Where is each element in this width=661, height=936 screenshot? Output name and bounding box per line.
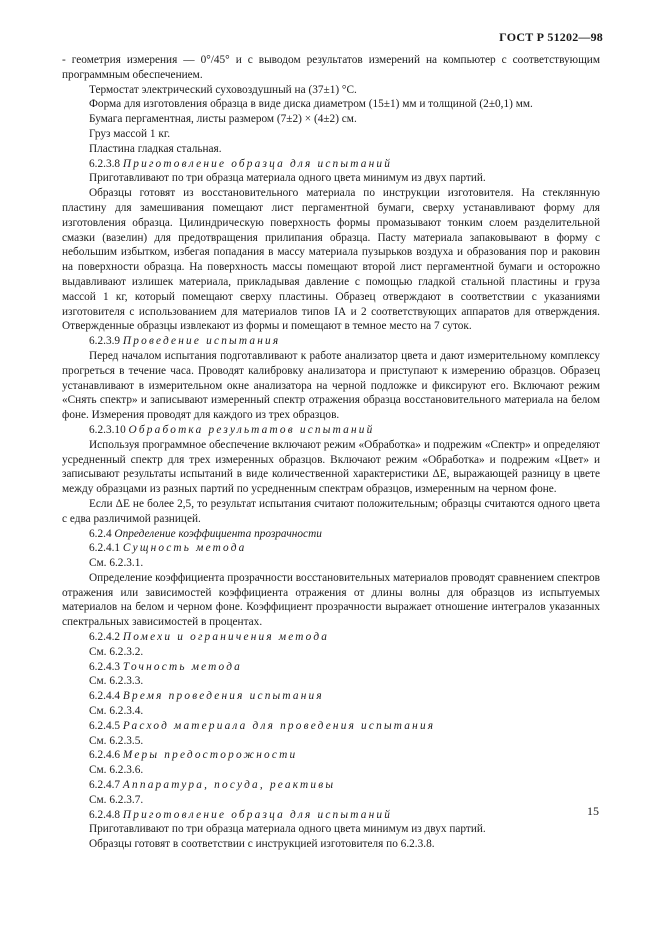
section-heading bbox=[62, 748, 600, 763]
body-paragraph: Образцы готовят в соответствии с инструкцией изготовителя по 6.2.3.8. bbox=[89, 838, 435, 851]
body-paragraph: Бумага пергаментная, листы размером (7±2) × (4±2) см. bbox=[89, 113, 357, 126]
section-number: 6.2.3.8 bbox=[89, 157, 123, 170]
body-paragraph: Пластина гладкая стальная. bbox=[89, 142, 222, 155]
section-heading bbox=[62, 541, 600, 556]
section-heading bbox=[62, 660, 600, 675]
body-paragraph: Если ΔE не более 2,5, то результат испытания считают положительным; образцы считаются одного цвета с едва различимой разницей. bbox=[62, 497, 600, 525]
body-paragraph: Используя программное обеспечение включают режим «Обработка» и подрежим «Спектр» и определяют усредненный спектр для трех измеренных образцов. Включают режим «Обработка» и подрежим «Цвет» и записывают результаты испытаний в виде количественной характеристики ΔE, выражающей разницу в цвете между образцами из разных партий по усредненным спектрам образцов, измеренным на черном фоне. bbox=[62, 438, 600, 496]
section-title: Меры предосторожности bbox=[122, 749, 298, 762]
section-number: 6.2.4.6 bbox=[89, 749, 123, 762]
section-number: 6.2.4.8 bbox=[89, 808, 123, 821]
body-paragraph: См. 6.2.3.4. bbox=[89, 705, 144, 718]
section-heading bbox=[62, 808, 600, 823]
standard-header: ГОСТ Р 51202—98 bbox=[499, 30, 603, 44]
section-title: Сущность метода bbox=[122, 542, 247, 555]
section-heading bbox=[62, 527, 600, 542]
section-heading bbox=[62, 778, 600, 793]
body-paragraph: Определение коэффициента прозрачности восстановительных материалов проводят сравнением спектров отражения или зависимостей коэффициента отражения от длины волны для образцов из испытуемых материалов на белом и черном фоне. Коэффициент прозрачности выражает отношение интегралов указанных спектральных зависимостей в процентах. bbox=[62, 571, 600, 629]
section-number: 6.2.4.1 bbox=[89, 542, 123, 555]
section-number: 6.2.3.9 bbox=[89, 335, 123, 348]
body-paragraph: См. 6.2.3.6. bbox=[89, 764, 144, 777]
body-paragraph: См. 6.2.3.2. bbox=[89, 645, 144, 658]
section-heading bbox=[62, 689, 600, 704]
section-number: 6.2.4.5 bbox=[89, 719, 123, 732]
body-paragraph: Груз массой 1 кг. bbox=[89, 127, 171, 140]
body-paragraph: Форма для изготовления образца в виде диска диаметром (15±1) мм и толщиной (2±0,1) мм. bbox=[89, 98, 533, 111]
section-number: 6.2.4.2 bbox=[89, 631, 123, 644]
section-title: Точность метода bbox=[122, 660, 242, 673]
section-number: 6.2.4.7 bbox=[89, 779, 123, 792]
body-paragraph: См. 6.2.3.7. bbox=[89, 793, 144, 806]
body-paragraph: - геометрия измерения — 0°/45° и с выводом результатов измерений на компьютер с соответствующим программным обеспечением. bbox=[62, 54, 600, 81]
page-number: 15 bbox=[587, 804, 599, 818]
section-number: 6.2.4.3 bbox=[89, 660, 123, 673]
section-heading bbox=[62, 719, 600, 734]
section-heading bbox=[62, 630, 600, 645]
section-title: Определение коэффициента прозрачности bbox=[114, 527, 322, 540]
section-heading bbox=[62, 334, 600, 349]
body-paragraph: См. 6.2.3.3. bbox=[89, 675, 144, 688]
body-paragraph: См. 6.2.3.1. bbox=[89, 557, 144, 570]
section-title: Приготовление образца для испытаний bbox=[122, 808, 393, 821]
section-title: Аппаратура, посуда, реактивы bbox=[122, 779, 336, 792]
body-paragraph: Перед началом испытания подготавливают к работе анализатор цвета и дают измерительному комплексу прогреться в течение часа. Проводят калибровку анализатора и приступают к измерению образцов. Образец устанавливают в измерительном окне анализатора на черной подложке и фиксируют его. Включают режим «Снять спектр» и записывают измеренный спектр отражения образца восстановительного материала на белом фоне. Измерения проводят для каждого из трех образцов. bbox=[62, 349, 600, 422]
section-title: Помехи и ограничения метода bbox=[122, 631, 330, 644]
section-heading bbox=[62, 157, 600, 172]
section-title: Время проведения испытания bbox=[122, 690, 324, 703]
body-paragraph: См. 6.2.3.5. bbox=[89, 734, 144, 747]
section-title: Расход материала для проведения испытания bbox=[122, 719, 436, 732]
body-paragraph: Образцы готовят из восстановительного материала по инструкции изготовителя. На стеклянную пластину для замешивания помещают лист пергаментной бумаги, сверху устанавливают форму для изготовления образца. Цилиндрическую поверхность формы промазывают тонким слоем разделительной смазки (вазелин) для предотвращения прилипания образца. Пасту материала запаковывают в форму с небольшим избытком, избегая попадания в массу материала пузырьков воздуха и образования пор и раковин на поверхности образца. На поверхность массы помещают второй лист пергаментной бумаги и осторожно выдавливают излишек материала, прикладывая давление с помощью гладкой стальной пластины и груза массой 1 кг, который помещают сверху пластины. Образец отверждают в соответствии с указаниями изготовителя с использованием для материалов типов IА и 2 соответствующих аппаратов для отверждения. Отвержденные образцы извлекают из формы и помещают в темное место на 7 суток. bbox=[62, 187, 600, 333]
document-body bbox=[62, 53, 600, 852]
section-title: Приготовление образца для испытаний bbox=[122, 157, 393, 170]
section-number: 6.2.3.10 bbox=[89, 423, 129, 436]
body-paragraph: Приготавливают по три образца материала одного цвета минимум из двух партий. bbox=[89, 172, 486, 185]
section-title: Проведение испытания bbox=[122, 335, 281, 348]
section-number: 6.2.4.4 bbox=[89, 690, 123, 703]
section-title: Обработка результатов испытаний bbox=[128, 423, 375, 436]
section-number: 6.2.4 bbox=[89, 527, 115, 540]
body-paragraph: Приготавливают по три образца материала одного цвета минимум из двух партий. bbox=[89, 823, 486, 836]
section-heading bbox=[62, 423, 600, 438]
body-paragraph: Термостат электрический суховоздушный на (37±1) °С. bbox=[89, 83, 357, 96]
